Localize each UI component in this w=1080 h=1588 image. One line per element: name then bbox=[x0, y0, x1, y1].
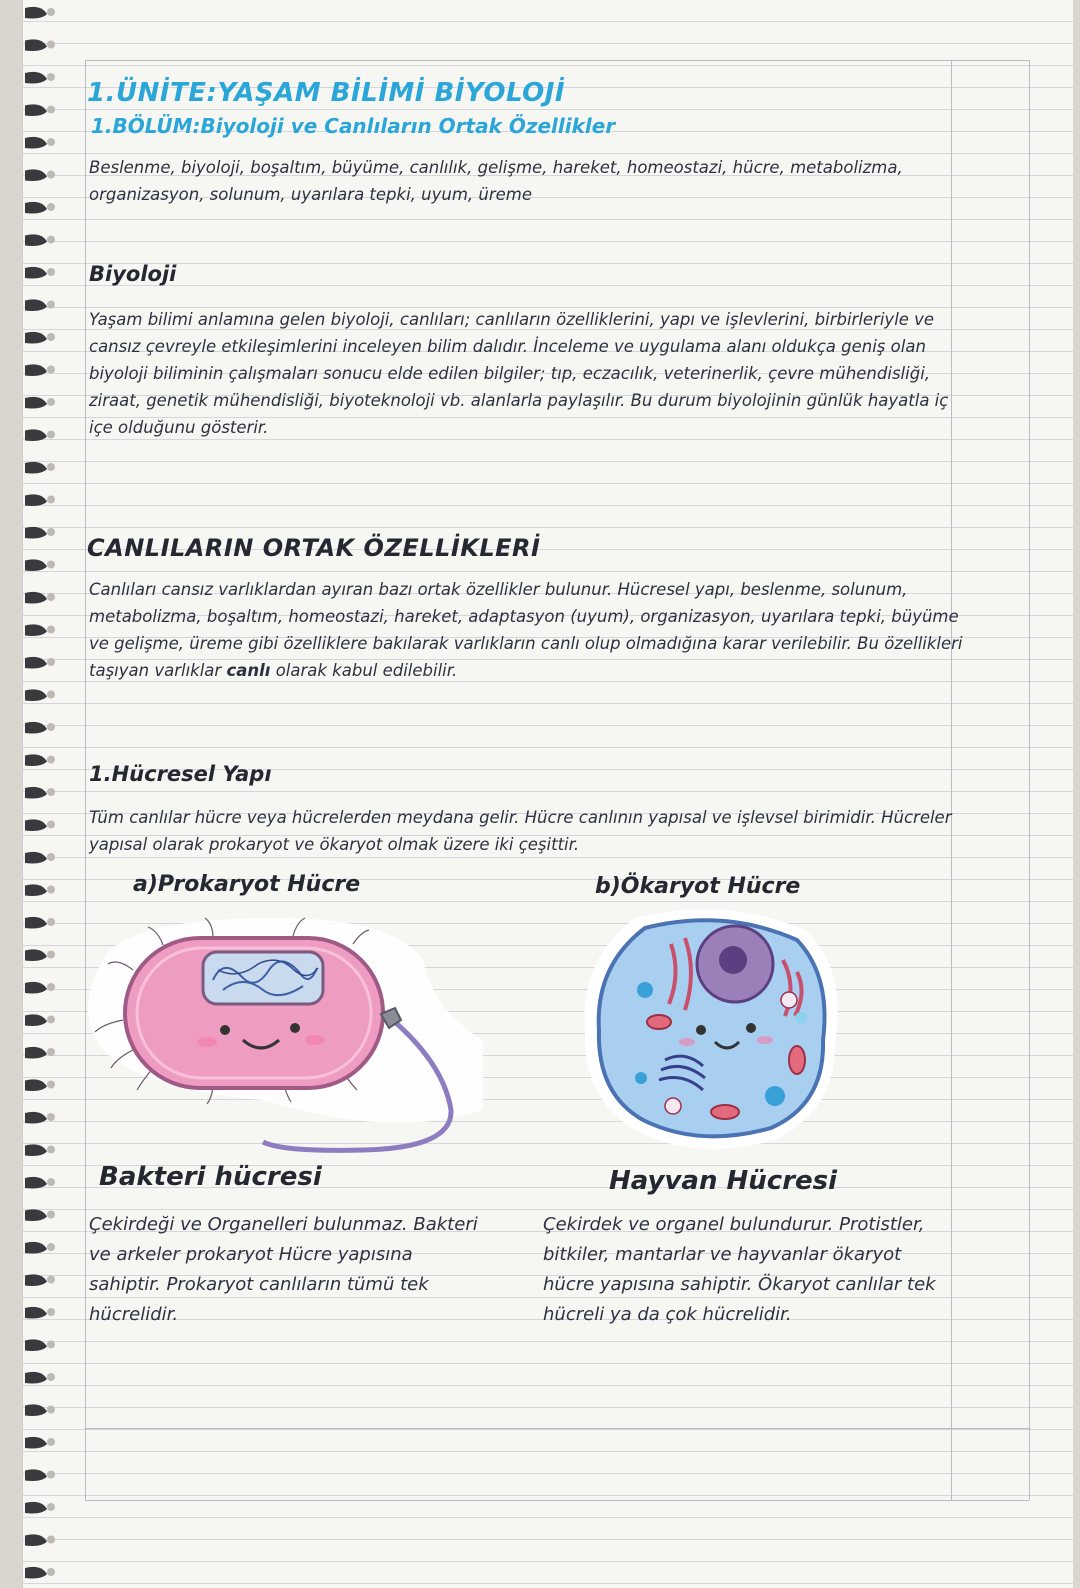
punch-hole bbox=[47, 1276, 55, 1284]
coil-ring bbox=[25, 7, 47, 19]
punch-hole bbox=[47, 1081, 55, 1089]
spiral-binding bbox=[23, 0, 63, 1588]
notebook-page bbox=[22, 0, 1073, 1588]
bottom-border bbox=[85, 1500, 1029, 1501]
coil-ring bbox=[25, 624, 47, 636]
animal-description: Çekirdek ve organel bulundurur. Protistler, bitkiler, mantarlar ve hayvanlar ökaryot hücre yapısına sahiptir. Ökaryot canlılar tek hücreli ya da çok hücrelidir. bbox=[543, 1214, 936, 1325]
coil-ring bbox=[25, 982, 47, 994]
coil-ring bbox=[25, 1242, 47, 1254]
punch-hole bbox=[47, 853, 55, 861]
coil-ring bbox=[25, 429, 47, 441]
punch-hole bbox=[47, 1341, 55, 1349]
punch-hole bbox=[47, 756, 55, 764]
coil-ring bbox=[25, 1469, 47, 1481]
coil-ring bbox=[25, 1112, 47, 1124]
right-border bbox=[1029, 60, 1030, 1500]
animal-caption: Hayvan Hücresi bbox=[609, 1166, 838, 1196]
coil-ring bbox=[25, 1014, 47, 1026]
coil-ring bbox=[25, 1502, 47, 1514]
coil-ring bbox=[25, 1144, 47, 1156]
coil-ring bbox=[25, 1079, 47, 1091]
common-features-paragraph: Canlıları cansız varlıklardan ayıran bazı ortak özellikler bulunur. Hücresel yapı, beslenme, solunum, metabolizma, boşaltım, homeostazi, hareket, adaptasyon (uyum), organizasyon, uyarılara tepki, büyüme ve gelişme, üreme gibi özelliklere bakılarak varlıkların canlı olup olmadığına karar verilebilir. Bu özellikleri taşıyan varlıklar canlı olarak kabul edilebilir. bbox=[89, 580, 963, 680]
punch-hole bbox=[47, 366, 55, 374]
punch-hole bbox=[47, 691, 55, 699]
cellular-paragraph: Tüm canlılar hücre veya hücrelerden meydana gelir. Hücre canlının yapısal ve işlevsel birimidir. Hücreler yapısal olarak prokaryot ve ökaryot olmak üzere iki çeşittir. bbox=[89, 808, 952, 854]
punch-hole bbox=[47, 1178, 55, 1186]
punch-hole bbox=[47, 1503, 55, 1511]
punch-hole bbox=[47, 528, 55, 536]
punch-hole bbox=[47, 171, 55, 179]
punch-hole bbox=[47, 41, 55, 49]
coil-ring bbox=[25, 527, 47, 539]
coil-ring bbox=[25, 1567, 47, 1579]
coil-ring bbox=[25, 202, 47, 214]
punch-hole bbox=[47, 268, 55, 276]
biology-heading: Biyoloji bbox=[89, 262, 177, 286]
punch-hole bbox=[47, 1113, 55, 1121]
coil-ring bbox=[25, 1047, 47, 1059]
coil-ring bbox=[25, 722, 47, 734]
punch-hole bbox=[47, 788, 55, 796]
punch-hole bbox=[47, 821, 55, 829]
bacteria-illustration bbox=[63, 900, 483, 1160]
coil-ring bbox=[25, 332, 47, 344]
punch-hole bbox=[47, 73, 55, 81]
section-title: 1.BÖLÜM:Biyoloji ve Canlıların Ortak Özellikler bbox=[91, 114, 616, 138]
punch-hole bbox=[47, 398, 55, 406]
punch-hole bbox=[47, 301, 55, 309]
coil-ring bbox=[25, 267, 47, 279]
coil-ring bbox=[25, 462, 47, 474]
coil-ring bbox=[25, 1307, 47, 1319]
punch-hole bbox=[47, 431, 55, 439]
nucleolus bbox=[719, 946, 747, 974]
punch-hole bbox=[47, 886, 55, 894]
punch-hole bbox=[47, 658, 55, 666]
coil-ring bbox=[25, 104, 47, 116]
coil-ring bbox=[25, 884, 47, 896]
punch-hole bbox=[47, 496, 55, 504]
coil-ring bbox=[25, 1177, 47, 1189]
coil-ring bbox=[25, 299, 47, 311]
unit-title: 1.ÜNİTE:YAŞAM BİLİMİ BİYOLOJİ bbox=[87, 78, 566, 108]
punch-hole bbox=[47, 1146, 55, 1154]
punch-hole bbox=[47, 561, 55, 569]
top-border bbox=[85, 60, 1029, 61]
left-margin-line bbox=[85, 60, 86, 1500]
coil-ring bbox=[25, 169, 47, 181]
coil-ring bbox=[25, 819, 47, 831]
keywords-text: Beslenme, biyoloji, boşaltım, büyüme, canlılık, gelişme, hareket, homeostazi, hücre, metabolizma, organizasyon, solunum, uyarılara tepki, uyum, üreme bbox=[89, 158, 903, 204]
punch-hole bbox=[47, 626, 55, 634]
bacteria-description: Çekirdeği ve Organelleri bulunmaz. Bakteri ve arkeler prokaryot Hücre yapısına sahiptir. Prokaryot canlıların tümü tek hücrelidir. bbox=[89, 1214, 478, 1325]
punch-hole bbox=[47, 1406, 55, 1414]
punch-hole bbox=[47, 1243, 55, 1251]
punch-hole bbox=[47, 236, 55, 244]
punch-hole bbox=[47, 723, 55, 731]
coil-ring bbox=[25, 787, 47, 799]
coil-ring bbox=[25, 1339, 47, 1351]
bacteria-caption: Bakteri hücresi bbox=[99, 1162, 322, 1192]
coil-ring bbox=[25, 1209, 47, 1221]
cellular-heading: 1.Hücresel Yapı bbox=[89, 762, 272, 786]
coil-ring bbox=[25, 364, 47, 376]
coil-ring bbox=[25, 72, 47, 84]
common-features-heading: CANLILARIN ORTAK ÖZELLİKLERİ bbox=[87, 534, 541, 562]
coil-ring bbox=[25, 917, 47, 929]
eukaryote-title: b)Ökaryot Hücre bbox=[595, 874, 801, 899]
coil-ring bbox=[25, 1534, 47, 1546]
punch-hole bbox=[47, 333, 55, 341]
coil-ring bbox=[25, 234, 47, 246]
punch-hole bbox=[47, 203, 55, 211]
punch-hole bbox=[47, 951, 55, 959]
punch-hole bbox=[47, 1211, 55, 1219]
coil-ring bbox=[25, 559, 47, 571]
coil-ring bbox=[25, 39, 47, 51]
biology-paragraph: Yaşam bilimi anlamına gelen biyoloji, canlıları; canlıların özelliklerini, yapı ve işlevlerini, birbirleriyle ve cansız çevreyle etkileşimlerini inceleyen bilim dalıdır. İnceleme ve uygulama alanı oldukça geniş olan biyoloji biliminin çalışmaları sonucu elde edilen bilgiler; tıp, eczacılık, veterinerlik, çevre mühendisliği, ziraat, genetik mühendisliği, biyoteknoloji vb. alanlarla paylaşılır. Bu durum biyolojinin günlük hayatla iç içe olduğunu gösterir. bbox=[89, 310, 949, 437]
punch-hole bbox=[47, 918, 55, 926]
punch-hole bbox=[47, 106, 55, 114]
punch-hole bbox=[47, 138, 55, 146]
coil-ring bbox=[25, 137, 47, 149]
punch-hole bbox=[47, 593, 55, 601]
coil-ring bbox=[25, 397, 47, 409]
coil-ring bbox=[25, 1372, 47, 1384]
punch-hole bbox=[47, 8, 55, 16]
coil-ring bbox=[25, 754, 47, 766]
animal-cell-illustration bbox=[575, 900, 845, 1160]
coil-ring bbox=[25, 592, 47, 604]
punch-hole bbox=[47, 1048, 55, 1056]
punch-hole bbox=[47, 1438, 55, 1446]
coil-ring bbox=[25, 1404, 47, 1416]
bold-word-canli: canlı bbox=[226, 661, 271, 680]
punch-hole bbox=[47, 1536, 55, 1544]
coil-ring bbox=[25, 657, 47, 669]
punch-hole bbox=[47, 1308, 55, 1316]
punch-hole bbox=[47, 1373, 55, 1381]
punch-hole bbox=[47, 1016, 55, 1024]
coil-ring bbox=[25, 1437, 47, 1449]
punch-hole bbox=[47, 1568, 55, 1576]
footer-divider bbox=[85, 1428, 1029, 1429]
coil-ring bbox=[25, 852, 47, 864]
coil-ring bbox=[25, 1274, 47, 1286]
coil-ring bbox=[25, 494, 47, 506]
coil-ring bbox=[25, 689, 47, 701]
punch-hole bbox=[47, 463, 55, 471]
prokaryote-title: a)Prokaryot Hücre bbox=[133, 872, 361, 897]
punch-hole bbox=[47, 983, 55, 991]
coil-ring bbox=[25, 949, 47, 961]
punch-hole bbox=[47, 1471, 55, 1479]
